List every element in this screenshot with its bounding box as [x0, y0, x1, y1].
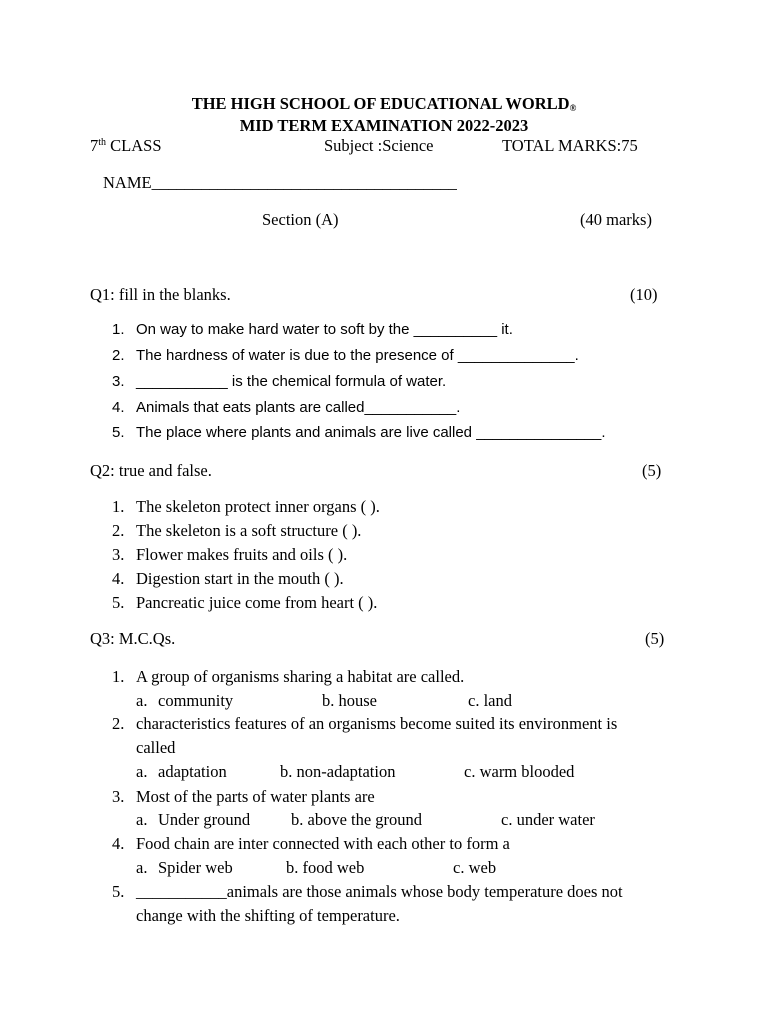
registered-mark: ®: [569, 103, 577, 113]
q3-item-text: A group of organisms sharing a habitat are called.: [136, 667, 465, 686]
class-superscript: th: [98, 137, 107, 148]
q3-item-text: characteristics features of an organisms become suited its environment is: [136, 714, 618, 733]
q2-title: Q2: true and false.: [90, 461, 212, 480]
q3-option-b: b. above the ground: [291, 810, 423, 829]
q3-option-b: b. non-adaptation: [280, 762, 396, 781]
class-number: 7: [90, 136, 99, 155]
section-title: Section (A): [262, 210, 339, 229]
q3-item: [112, 882, 623, 902]
q1-item-number: 1.: [112, 321, 125, 338]
q2-item: [112, 593, 377, 613]
q1-item-text: The place where plants and animals are live called _______________.: [136, 424, 606, 441]
q2-item: [112, 545, 347, 565]
q2-item-number: 4.: [112, 569, 125, 588]
q3-option-b: b. food web: [286, 858, 365, 877]
q1-item: [112, 424, 606, 441]
q1-item: [112, 347, 579, 364]
option-letter: a.: [136, 858, 148, 877]
option-letter: a.: [136, 762, 148, 781]
option-text: Spider web: [158, 858, 233, 877]
q1-item-number: 2.: [112, 347, 125, 364]
q1-item-text: The hardness of water is due to the presence of ______________.: [136, 347, 579, 364]
exam-title: MID TERM EXAMINATION 2022-2023: [239, 116, 529, 135]
q2-item-number: 3.: [112, 545, 125, 564]
q3-option-c: c. under water: [501, 810, 595, 829]
q2-item-number: 5.: [112, 593, 125, 612]
q1-item: [112, 321, 513, 338]
q1-item-text: On way to make hard water to soft by the __________ it.: [136, 321, 513, 338]
q1-item-number: 5.: [112, 424, 125, 441]
option-letter: a.: [136, 810, 148, 829]
q3-option-b: b. house: [322, 691, 377, 710]
q3-option-a: [136, 858, 233, 878]
q3-option-c: c. warm blooded: [464, 762, 575, 781]
q3-option-a: [136, 762, 227, 782]
total-marks: TOTAL MARKS:75: [502, 136, 638, 155]
section-marks: (40 marks): [580, 210, 652, 229]
q3-item: [112, 714, 617, 734]
q2-marks: (5): [642, 461, 662, 480]
class-text: CLASS: [106, 136, 162, 155]
q3-option-a: [136, 691, 233, 711]
q2-item: [112, 569, 344, 589]
q3-item-continuation: change with the shifting of temperature.: [136, 906, 400, 925]
q1-marks: (10): [630, 285, 658, 304]
q3-item-number: 4.: [112, 834, 125, 853]
q1-item: [112, 399, 460, 416]
q3-marks: (5): [645, 629, 665, 648]
q3-item-number: 3.: [112, 787, 125, 806]
q1-title: Q1: fill in the blanks.: [90, 285, 231, 304]
option-letter: a.: [136, 691, 148, 710]
option-text: community: [158, 691, 234, 710]
q3-title: Q3: M.C.Qs.: [90, 629, 176, 648]
q3-item-text: Food chain are inter connected with each other to form a: [136, 834, 510, 853]
q3-option-c: c. land: [468, 691, 512, 710]
q3-item-text: Most of the parts of water plants are: [136, 787, 375, 806]
q3-item: [112, 834, 510, 854]
q2-item-text: Pancreatic juice come from heart ( ).: [136, 593, 378, 612]
q3-item-number: 1.: [112, 667, 125, 686]
q2-item-number: 2.: [112, 521, 125, 540]
q2-item-text: Digestion start in the mouth ( ).: [136, 569, 344, 588]
name-blank-line[interactable]: _____________________________________: [151, 173, 457, 192]
q2-item-text: Flower makes fruits and oils ( ).: [136, 545, 348, 564]
q1-item-number: 3.: [112, 373, 125, 390]
name-field[interactable]: [103, 173, 457, 193]
q3-item-text: ___________animals are those animals whose body temperature does not: [136, 882, 623, 901]
option-text: Under ground: [158, 810, 251, 829]
name-label: NAME: [103, 173, 152, 192]
q2-item: [112, 521, 361, 541]
school-name-text: THE HIGH SCHOOL OF EDUCATIONAL WORLD: [191, 94, 570, 113]
q1-item-text: ___________ is the chemical formula of water.: [136, 373, 447, 390]
q2-item-text: The skeleton is a soft structure ( ).: [136, 521, 362, 540]
q3-item: [112, 667, 464, 687]
class-label: [90, 136, 162, 156]
q2-item-number: 1.: [112, 497, 125, 516]
q3-item-number: 2.: [112, 714, 125, 733]
subject-label: Subject :Science: [324, 136, 434, 155]
q3-item-continuation: called: [136, 738, 176, 757]
q3-option-c: c. web: [453, 858, 497, 877]
q3-option-a: [136, 810, 250, 830]
q2-item: [112, 497, 380, 517]
q3-item: [112, 787, 375, 807]
school-name: [0, 94, 768, 114]
q1-item-text: Animals that eats plants are called___________.: [136, 399, 461, 416]
q2-item-text: The skeleton protect inner organs ( ).: [136, 497, 380, 516]
q1-item-number: 4.: [112, 399, 125, 416]
q3-item-number: 5.: [112, 882, 125, 901]
option-text: adaptation: [158, 762, 227, 781]
q1-item: [112, 373, 446, 390]
